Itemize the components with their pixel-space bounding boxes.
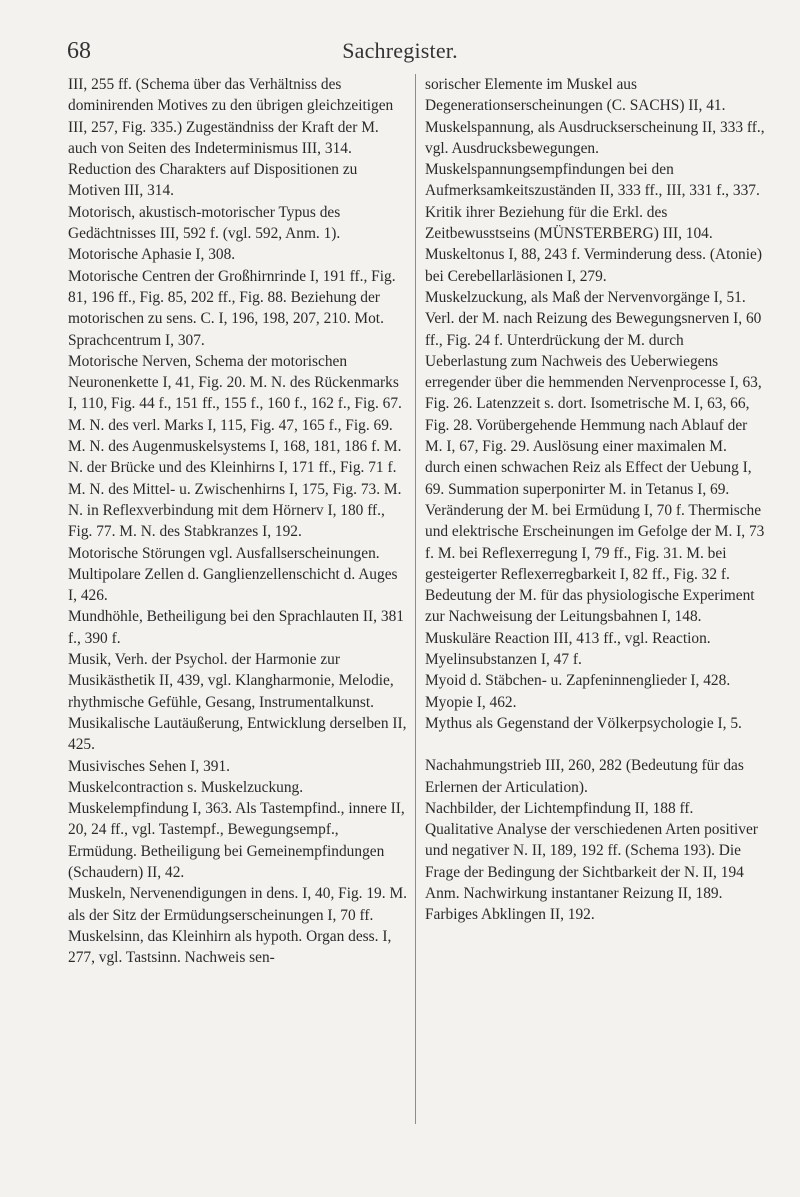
index-entry: Muskeln, Nervenendigungen in dens. I, 40, Fig. 19. M. als der Sitz der Ermüdungserscheinungen I, 70 ff.: [68, 885, 407, 924]
index-column-right: [425, 74, 765, 926]
letter-section-gap: [425, 734, 765, 755]
index-entry: Motorische Nerven, Schema der motorischen Neuronenkette I, 41, Fig. 20. M. N. des Rückenmarks I, 110, Fig. 44 f., 151 ff., 155 f., 160 f., 162 f., Fig. 67. M. N. des verl. Marks I, 115, Fig. 47, 165 f., Fig. 69. M. N. des Augenmuskelsystems I, 168, 181, 186 f. M. N. der Brücke und des Kleinhirns I, 171 ff., Fig. 71 f. M. N. des Mittel- u. Zwischenhirns I, 175, Fig. 73. M. N. in Reflexverbindung mit dem Hörnerv I, 180 ff., Fig. 77. M. N. des Stabkranzes I, 192.: [68, 352, 402, 541]
index-entry: III, 255 ff. (Schema über das Verhältniss des dominirenden Motives zu den übrigen gleichzeitigen III, 257, Fig. 335.) Zugeständniss der Kraft der M. auch von Seiten des Indeterminismus III, 314. Reduction des Charakters auf Dispositionen zu Motiven III, 314.: [68, 76, 394, 200]
index-entry: Muskelempfindung I, 363. Als Tastempfind., innere II, 20, 24 ff., vgl. Tastempf., Bewegungsempf., Ermüdung. Betheiligung bei Gemeinempfindungen (Schaudern) II, 42.: [68, 800, 405, 881]
running-head: Sachregister.: [342, 38, 458, 63]
index-entry: Nachahmungstrieb III, 260, 282 (Bedeutung für das Erlernen der Articulation).: [425, 757, 744, 796]
index-entry: sorischer Elemente im Muskel aus Degenerationserscheinungen (C. SACHS) II, 41.: [425, 76, 726, 115]
index-entry: Myelinsubstanzen I, 47 f.: [425, 651, 582, 669]
index-entry: Muskelspannung, als Ausdruckserscheinung II, 333 ff., vgl. Ausdrucksbewegungen.: [425, 118, 765, 157]
index-entry: Musikalische Lautäußerung, Entwicklung derselben II, 425.: [68, 714, 407, 754]
page-number: 68: [67, 38, 91, 64]
index-entry: Muskelcontraction s. Muskelzuckung.: [68, 778, 304, 796]
index-entry: Mythus als Gegenstand der Völkerpsychologie I, 5.: [425, 714, 742, 732]
column-divider: [415, 74, 416, 1124]
index-entry: Mundhöhle, Betheiligung bei den Sprachlauten II, 381 f., 390 f.: [68, 608, 404, 647]
index-entry: Muskelsinn, das Kleinhirn als hypoth. Organ dess. I, 277, vgl. Tastsinn. Nachweis sen-: [68, 927, 392, 967]
index-entry: Myopie I, 462.: [425, 693, 517, 711]
index-entry: Motorische Centren der Großhirnrinde I, 191 ff., Fig. 81, 196 ff., Fig. 85, 202 ff., Fig. 88. Beziehung der motorischen zu sens. C. I, 196, 198, 207, 210. Mot. Sprachcentrum I, 307.: [68, 267, 396, 349]
index-entry: Muskelspannungsempfindungen bei den Aufmerksamkeitszuständen II, 333 ff., III, 331 f., 337. Kritik ihrer Beziehung für die Erkl. des Zeitbewusstseins (MÜNSTERBERG) III, 104.: [425, 161, 760, 243]
index-entry: Motorische Aphasie I, 308.: [68, 246, 236, 264]
index-entry: Musivisches Sehen I, 391.: [68, 757, 231, 775]
index-entry: Myoid d. Stäbchen- u. Zapfeninnenglieder I, 428.: [425, 672, 731, 690]
index-entry: Musik, Verh. der Psychol. der Harmonie zur Musikästhetik II, 439, vgl. Klangharmonie, Melodie, rhythmische Gefühle, Gesang, Instrumentalkunst.: [68, 651, 394, 711]
index-entry: Muskelzuckung, als Maß der Nervenvorgänge I, 51. Verl. der M. nach Reizung des Bewegungsnerven I, 60 ff., Fig. 24 f. Unterdrückung der M. durch Ueberlastung zum Nachweis des Ueberwiegens erregender über die hemmenden Nervenprocesse I, 63, Fig. 26. Latenzzeit s. dort. Isometrische M. I, 63, 66, Fig. 28. Vorübergehende Hemmung nach Ablauf der M. I, 67, Fig. 29. Auslösung einer maximalen M. durch einen schwachen Reiz als Effect der Uebung I, 69. Summation superponirter M. in Tetanus I, 69. Veränderung der M. bei Ermüdung I, 70 f. Thermische und elektrische Erscheinungen im Gefolge der M. I, 73 f. M. bei Reflexerregung I, 79 ff., Fig. 31. M. bei gesteigerter Reflexerregbarkeit I, 82 ff., Fig. 32 f. Bedeutung der M. für das physiologische Experiment zur Nachweisung der Leitungsbahnen I, 148.: [425, 288, 765, 626]
index-entry: Muskuläre Reaction III, 413 ff., vgl. Reaction.: [425, 629, 711, 647]
index-entry: Muskeltonus I, 88, 243 f. Verminderung dess. (Atonie) bei Cerebellarläsionen I, 279.: [425, 246, 762, 285]
index-column-left: [68, 74, 408, 968]
index-entry: Nachbilder, der Lichtempfindung II, 188 ff. Qualitative Analyse der verschiedenen Arten positiver und negativer N. II, 189, 192 ff. (Schema 193). Die Frage der Bedingung der Sichtbarkeit der N. II, 194 Anm. Nachwirkung instantaner Reizung II, 189. Farbiges Abklingen II, 192.: [425, 799, 758, 924]
index-entry: Motorisch, akustisch-motorischer Typus des Gedächtnisses III, 592 f. (vgl. 592, Anm. 1).: [68, 203, 341, 243]
index-entry: Multipolare Zellen d. Ganglienzellenschicht d. Auges I, 426.: [68, 565, 398, 605]
index-entry: Motorische Störungen vgl. Ausfallserscheinungen.: [68, 544, 380, 562]
